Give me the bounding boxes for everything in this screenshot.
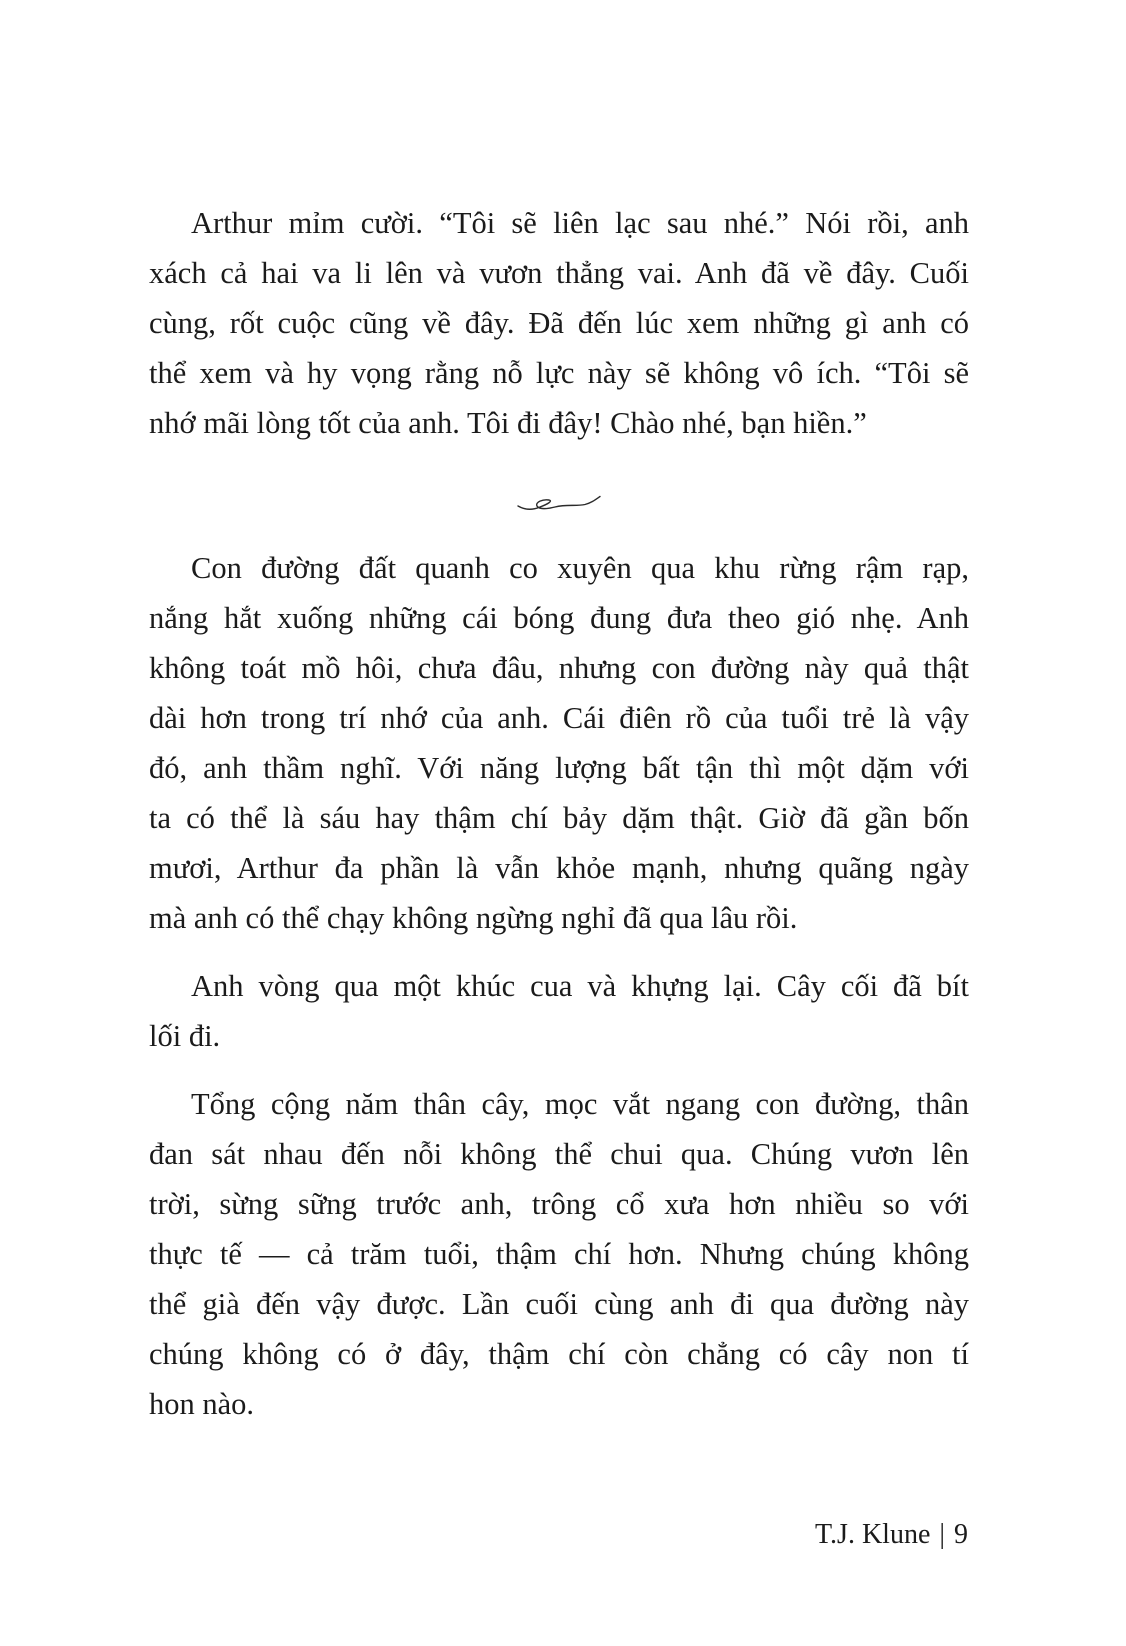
paragraph (149, 198, 969, 448)
text-line: cùng, rốt cuộc cũng về đây. Đã đến lúc xem những gì anh có (149, 306, 969, 340)
text-line: Tổng cộng năm thân cây, mọc vắt ngang con đường, thân (191, 1087, 969, 1121)
footer-page-number: 9 (954, 1519, 968, 1550)
footer-separator: | (939, 1519, 945, 1550)
text-line: mươi, Arthur đa phần là vẫn khỏe mạnh, nhưng quãng ngày (149, 851, 969, 885)
text-line: lối đi. (149, 1019, 221, 1053)
text-line: mà anh có thể chạy không ngừng nghỉ đã qua lâu rồi. (149, 901, 798, 935)
text-line: thể xem và hy vọng rằng nỗ lực này sẽ không vô ích. “Tôi sẽ (149, 356, 969, 390)
paragraph (149, 961, 969, 1061)
text-line: dài hơn trong trí nhớ của anh. Cái điên rồ của tuổi trẻ là vậy (149, 701, 969, 735)
page-text (149, 198, 969, 1429)
text-line: hon nào. (149, 1387, 255, 1421)
text-line: Arthur mỉm cười. “Tôi sẽ liên lạc sau nhé.” Nói rồi, anh (191, 206, 969, 240)
section-divider (149, 493, 969, 513)
text-line: nắng hắt xuống những cái bóng đung đưa theo gió nhẹ. Anh (149, 601, 969, 635)
text-line: nhớ mãi lòng tốt của anh. Tôi đi đây! Chào nhé, bạn hiền.” (149, 406, 867, 440)
text-line: đan sát nhau đến nỗi không thể chui qua. Chúng vươn lên (149, 1137, 969, 1171)
text-line: Con đường đất quanh co xuyên qua khu rừng rậm rạp, (191, 551, 969, 585)
text-line: thể già đến vậy được. Lần cuối cùng anh đi qua đường này (149, 1287, 969, 1321)
footer-author: T.J. Klune (815, 1519, 931, 1550)
text-line: không toát mồ hôi, chưa đâu, nhưng con đường này quả thật (149, 651, 969, 685)
text-line: thực tế — cả trăm tuổi, thậm chí hơn. Nhưng chúng không (149, 1237, 969, 1271)
text-line: xách cả hai va li lên và vươn thẳng vai. Anh đã về đây. Cuối (149, 256, 969, 290)
paragraph (149, 1079, 969, 1429)
paragraph (149, 543, 969, 943)
footer (815, 1521, 968, 1549)
text-line: đó, anh thầm nghĩ. Với năng lượng bất tận thì một dặm với (149, 751, 969, 785)
text-line: ta có thể là sáu hay thậm chí bảy dặm thật. Giờ đã gần bốn (149, 801, 969, 835)
text-line: chúng không có ở đây, thậm chí còn chẳng có cây non tí (149, 1337, 969, 1371)
text-line: trời, sừng sững trước anh, trông cổ xưa hơn nhiều so với (149, 1187, 969, 1221)
flourish-icon (515, 493, 603, 513)
text-line: Anh vòng qua một khúc cua và khựng lại. Cây cối đã bít (191, 969, 969, 1003)
